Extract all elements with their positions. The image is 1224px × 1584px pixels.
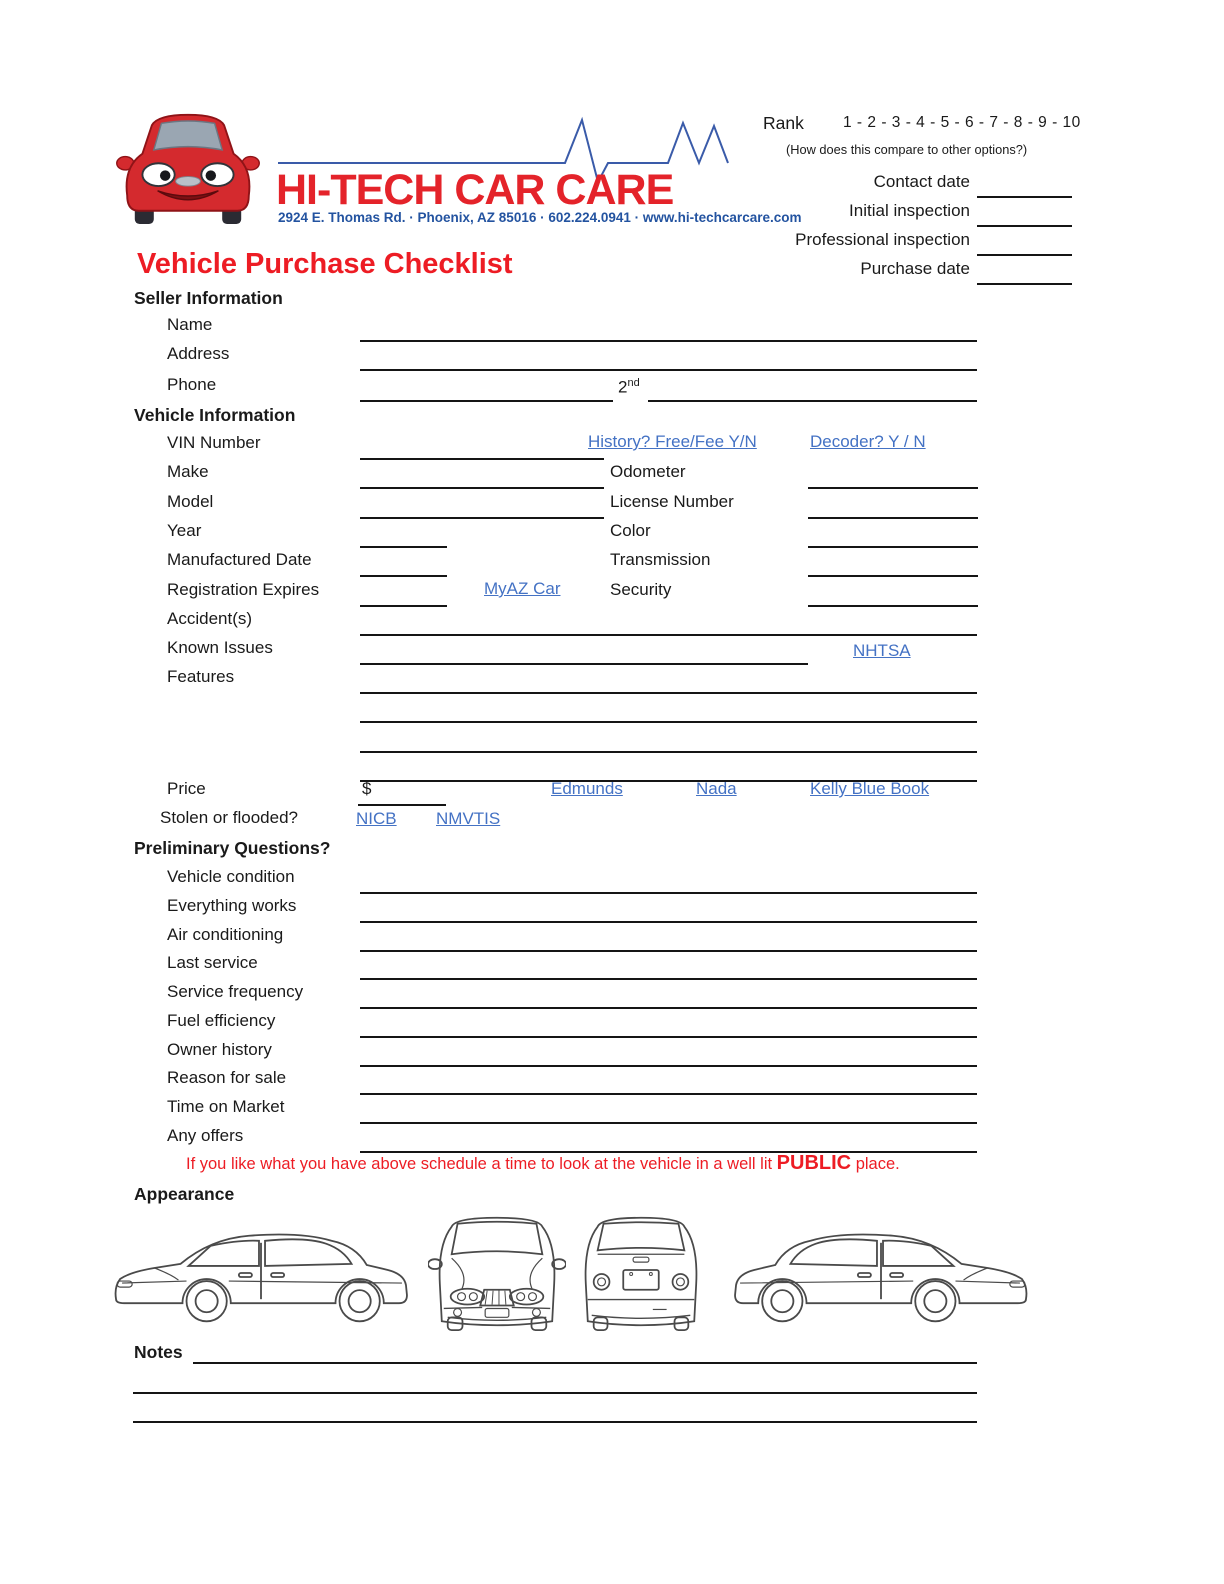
- price-line[interactable]: [358, 804, 446, 806]
- warning-text-post: place.: [851, 1155, 900, 1173]
- nmvtis-link[interactable]: NMVTIS: [436, 809, 501, 828]
- notes-heading: Notes: [134, 1342, 183, 1362]
- purchase-date-label: Purchase date: [860, 259, 970, 278]
- seller-phone-line[interactable]: [360, 400, 613, 402]
- rank-hint: (How does this compare to other options?): [786, 142, 1028, 157]
- year-label: Year: [167, 521, 202, 540]
- license-number-line[interactable]: [808, 517, 978, 519]
- nhtsa-link[interactable]: NHTSA: [853, 641, 911, 660]
- reason-for-sale-line[interactable]: [360, 1093, 977, 1095]
- owner-history-label: Owner history: [167, 1040, 272, 1059]
- reason-for-sale-label: Reason for sale: [167, 1068, 287, 1087]
- seller-name-line[interactable]: [360, 340, 977, 342]
- contact-date-line[interactable]: [977, 196, 1072, 198]
- notes-line-3[interactable]: [133, 1421, 977, 1423]
- features-line-2[interactable]: [360, 721, 977, 723]
- initial-inspection-line[interactable]: [977, 225, 1072, 227]
- logo-address-line: 2924 E. Thomas Rd. · Phoenix, AZ 85016 · 602.224.0941 · www.hi-techcarcare.com: [278, 210, 802, 225]
- purchase-date-line[interactable]: [977, 283, 1072, 285]
- vin-number-line[interactable]: [360, 458, 604, 460]
- appearance-heading: Appearance: [134, 1184, 235, 1204]
- logo-car-icon: [112, 108, 264, 228]
- kelly-blue-book-link[interactable]: Kelly Blue Book: [810, 779, 930, 798]
- notes-line-2[interactable]: [133, 1392, 977, 1394]
- vehicle-condition-line[interactable]: [360, 892, 977, 894]
- vehicle-information-heading: Vehicle Information: [134, 405, 296, 425]
- rank-label: Rank: [763, 113, 804, 133]
- second-phone-number: 2: [618, 377, 628, 397]
- initial-inspection-label: Initial inspection: [849, 201, 970, 220]
- rank-scale[interactable]: 1 - 2 - 3 - 4 - 5 - 6 - 7 - 8 - 9 - 10: [843, 114, 1081, 131]
- notes-line-1[interactable]: [193, 1362, 977, 1364]
- transmission-line[interactable]: [808, 575, 978, 577]
- nicb-link[interactable]: NICB: [356, 809, 397, 828]
- license-number-label: License Number: [610, 492, 734, 511]
- registration-expires-line[interactable]: [360, 605, 447, 607]
- preliminary-questions-heading: Preliminary Questions?: [134, 838, 331, 858]
- last-service-line[interactable]: [360, 978, 977, 980]
- manufactured-date-line[interactable]: [360, 575, 447, 577]
- page-title: Vehicle Purchase Checklist: [137, 248, 513, 280]
- year-line[interactable]: [360, 546, 447, 548]
- car-side-left-view: [110, 1216, 412, 1330]
- price-label: Price: [167, 779, 206, 798]
- last-service-label: Last service: [167, 953, 258, 972]
- registration-expires-label: Registration Expires: [167, 580, 320, 599]
- car-front-view: [428, 1212, 566, 1332]
- color-label: Color: [610, 521, 651, 540]
- fuel-efficiency-label: Fuel efficiency: [167, 1011, 276, 1030]
- known-issues-line[interactable]: [360, 663, 808, 665]
- air-conditioning-label: Air conditioning: [167, 925, 284, 944]
- everything-works-line[interactable]: [360, 921, 977, 923]
- myaz-car-link[interactable]: MyAZ Car: [484, 579, 561, 598]
- edmunds-link[interactable]: Edmunds: [551, 779, 623, 798]
- service-frequency-label: Service frequency: [167, 982, 304, 1001]
- odometer-line[interactable]: [808, 487, 978, 489]
- second-phone-label: [618, 372, 640, 399]
- make-line[interactable]: [360, 487, 604, 489]
- security-line[interactable]: [808, 605, 978, 607]
- any-offers-label: Any offers: [167, 1126, 244, 1145]
- public-place-warning: [186, 1152, 900, 1175]
- contact-date-label: Contact date: [873, 172, 970, 191]
- features-line-1[interactable]: [360, 692, 977, 694]
- warning-public-emphasis: PUBLIC: [776, 1152, 852, 1174]
- fuel-efficiency-line[interactable]: [360, 1036, 977, 1038]
- seller-phone-label: Phone: [167, 375, 217, 394]
- logo-company-name: HI-TECH CAR CARE: [276, 166, 674, 214]
- seller-name-label: Name: [167, 315, 213, 334]
- warning-text-pre: If you like what you have above schedule a time to look at the vehicle in a well lit: [186, 1155, 777, 1173]
- vehicle-condition-label: Vehicle condition: [167, 867, 295, 886]
- make-label: Make: [167, 462, 209, 481]
- security-label: Security: [610, 580, 672, 599]
- nada-link[interactable]: Nada: [696, 779, 737, 798]
- seller-address-label: Address: [167, 344, 230, 363]
- air-conditioning-line[interactable]: [360, 950, 977, 952]
- car-rear-view: [572, 1212, 710, 1332]
- manufactured-date-label: Manufactured Date: [167, 550, 312, 569]
- price-currency: $: [362, 779, 372, 798]
- time-on-market-label: Time on Market: [167, 1097, 285, 1116]
- features-label: Features: [167, 667, 235, 686]
- model-label: Model: [167, 492, 214, 511]
- second-phone-line[interactable]: [648, 400, 977, 402]
- history-link[interactable]: History? Free/Fee Y/N: [588, 432, 757, 451]
- model-line[interactable]: [360, 517, 604, 519]
- professional-inspection-line[interactable]: [977, 254, 1072, 256]
- car-side-right-view: [730, 1216, 1032, 1330]
- time-on-market-line[interactable]: [360, 1122, 977, 1124]
- seller-information-heading: Seller Information: [134, 288, 283, 308]
- known-issues-label: Known Issues: [167, 638, 273, 657]
- professional-inspection-label: Professional inspection: [795, 230, 970, 249]
- decoder-link[interactable]: Decoder? Y / N: [810, 432, 926, 451]
- stolen-or-flooded-label: Stolen or flooded?: [160, 808, 298, 827]
- everything-works-label: Everything works: [167, 896, 297, 915]
- features-line-3[interactable]: [360, 751, 977, 753]
- service-frequency-line[interactable]: [360, 1007, 977, 1009]
- vin-number-label: VIN Number: [167, 433, 261, 452]
- odometer-label: Odometer: [610, 462, 686, 481]
- second-phone-ordinal: nd: [627, 377, 640, 389]
- owner-history-line[interactable]: [360, 1065, 977, 1067]
- seller-address-line[interactable]: [360, 369, 977, 371]
- accidents-label: Accident(s): [167, 609, 253, 628]
- color-line[interactable]: [808, 546, 978, 548]
- accidents-line[interactable]: [360, 634, 977, 636]
- transmission-label: Transmission: [610, 550, 711, 569]
